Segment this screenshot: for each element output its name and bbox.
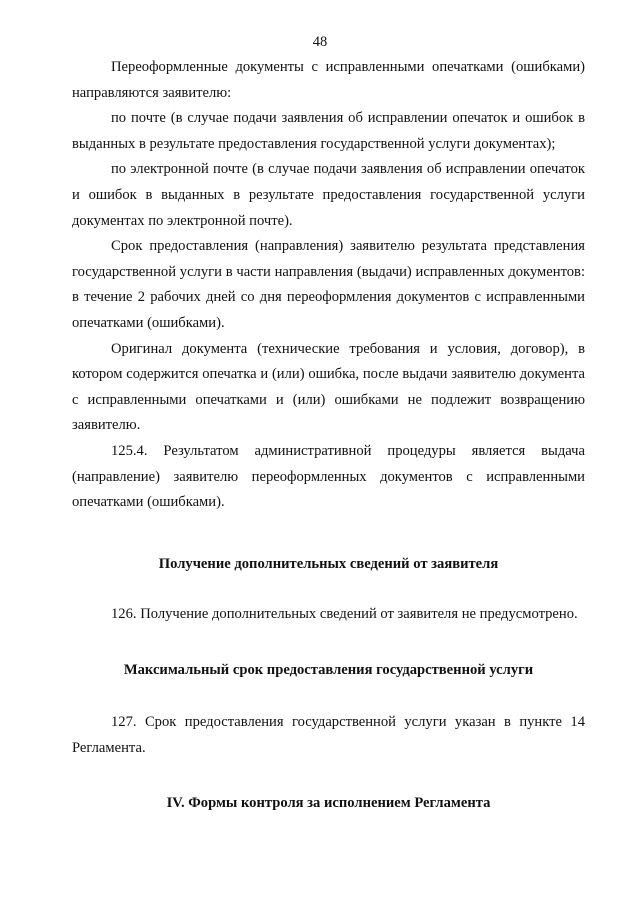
spacer: [72, 516, 585, 552]
paragraph-term: Срок предоставления (направления) заявителю результата представления государственной услуги в части направления (выдачи) исправленных документов: в течение 2 рабочих дней со дня переоформления документов с исправленными опечатками (ошибками).: [72, 238, 585, 331]
heading-section-iv: IV. Формы контроля за исполнением Регламента: [166, 794, 491, 811]
paragraph-by-email: по электронной почте (в случае подачи заявления об исправлении опечаток и ошибок в выданных в результате предоставления государственной услуги документах по электронной почте).: [72, 161, 585, 229]
paragraph-original-document: Оригинал документа (технические требования и условия, договор), в котором содержится опечатка и (или) ошибка, после выдачи заявителю документа с исправленными опечатками и (или) ошибками не подлежит возвращению заявителю.: [72, 340, 585, 434]
spacer: [72, 577, 585, 602]
paragraph-126: 126. Получение дополнительных сведений от заявителя не предусмотрено.: [111, 606, 578, 623]
heading-max-term: Максимальный срок предоставления государственной услуги: [123, 661, 534, 678]
paragraph-reissued-docs: Переоформленные документы с исправленными опечатками (ошибками) направляются заявителю:: [72, 59, 585, 101]
paragraph-125-4: 125.4. Результатом административной процедуры является выдача (направление) заявителю переоформленных документов с исправленными опечатками (ошибками).: [72, 442, 585, 511]
spacer: [72, 628, 585, 658]
spacer: [72, 762, 585, 791]
paragraph-by-mail: по почте (в случае подачи заявления об исправлении опечаток и ошибок в выданных в результате предоставления государственной услуги документах);: [72, 110, 585, 152]
page-content: [72, 55, 585, 816]
paragraph-127: 127. Срок предоставления государственной услуги указан в пункте 14 Регламента.: [72, 714, 585, 757]
page-number: 48: [312, 34, 328, 50]
spacer: [72, 683, 585, 710]
heading-additional-info: Получение дополнительных сведений от заявителя: [158, 555, 499, 572]
